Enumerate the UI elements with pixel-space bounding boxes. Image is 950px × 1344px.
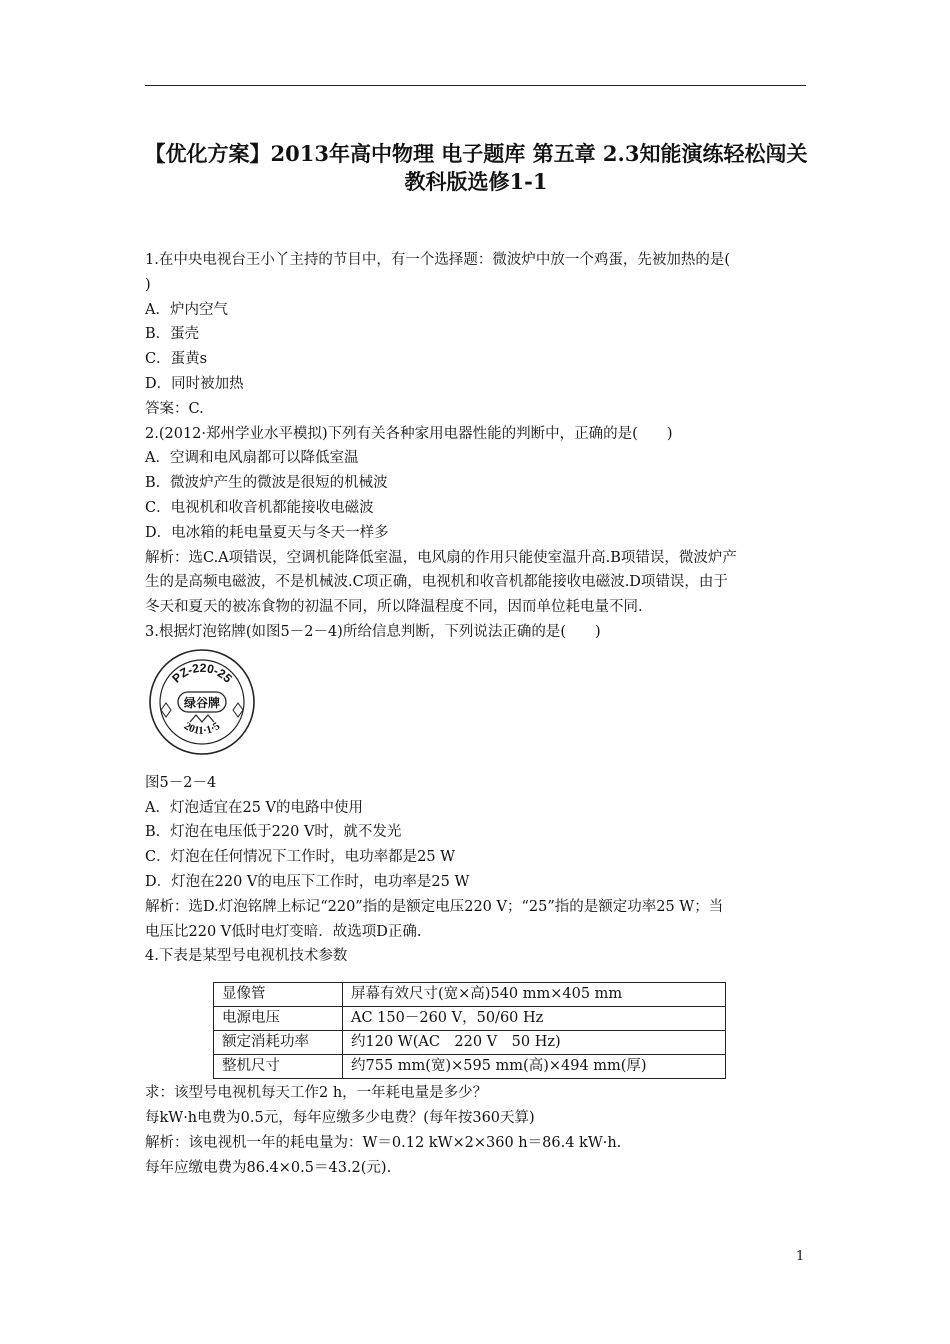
table-cell: 电源电压 xyxy=(214,1007,343,1031)
table-cell: AC 150－260 V，50/60 Hz xyxy=(343,1007,726,1031)
q1-option-c: C．蛋黄s xyxy=(145,351,208,368)
q3-analysis-line2: 电压比220 V低时电灯变暗．故选项D正确. xyxy=(145,923,422,940)
q1-stem-line1: 1.在中央电视台王小丫主持的节目中，有一个选择题：微波炉中放一个鸡蛋，先被加热的是( xyxy=(145,252,730,268)
q2-stem: 2.(2012·郑州学业水平模拟)下列有关各种家用电器性能的判断中，正确的是( ) xyxy=(145,425,673,442)
figure-caption: 图5－2－4 xyxy=(145,774,217,791)
table-row xyxy=(214,1031,726,1055)
nameplate-date-text: 2011·1·5 xyxy=(181,719,223,737)
q4-analysis-line1: 解析：该电视机一年的耗电量为：W＝0.12 kW×2×360 h＝86.4 kW·h. xyxy=(145,1134,622,1151)
table-cell: 约120 W(AC 220 V 50 Hz) xyxy=(343,1031,726,1055)
q3-analysis-line1: 解析：选D.灯泡铭牌上标记“220”指的是额定电压220 V；“25”指的是额定功率25 W；当 xyxy=(145,898,724,915)
q3-option-c: C．灯泡在任何情况下工作时，电功率都是25 W xyxy=(145,849,456,866)
document-body xyxy=(145,248,817,1180)
q1-option-b: B．蛋壳 xyxy=(145,326,200,343)
q3-option-a: A．灯泡适宜在25 V的电路中使用 xyxy=(145,799,364,816)
q2-analysis-line1: 解析：选C.A项错误，空调机能降低室温，电风扇的作用只能使室温升高.B项错误，微波炉产 xyxy=(145,549,737,566)
q3-stem: 3.根据灯泡铭牌(如图5－2－4)所给信息判断，下列说法正确的是( ) xyxy=(145,623,601,640)
q1-option-d: D．同时被加热 xyxy=(145,375,244,392)
q3-option-d: D．灯泡在220 V的电压下工作时，电功率是25 W xyxy=(145,873,470,890)
q1-option-a: A．炉内空气 xyxy=(145,301,228,318)
q1-stem-line2: ) xyxy=(145,276,151,293)
bulb-nameplate-svg xyxy=(147,647,257,757)
q4-ask-line1: 求：该型号电视机每天工作2 h，一年耗电量是多少？ xyxy=(145,1085,488,1102)
nameplate-brand-text: 绿谷牌 xyxy=(183,695,221,710)
q2-option-c: C．电视机和收音机都能接收电磁波 xyxy=(145,499,374,516)
table-row xyxy=(214,1007,726,1031)
header-rule xyxy=(145,85,806,86)
page-number: 1 xyxy=(796,1249,805,1264)
q3-option-b: B．灯泡在电压低于220 V时，就不发光 xyxy=(145,824,402,841)
q2-option-b: B．微波炉产生的微波是很短的机械波 xyxy=(145,475,388,492)
q4-stem: 4.下表是某型号电视机技术参数 xyxy=(145,948,348,965)
q4-analysis-line2: 每年应缴电费为86.4×0.5＝43.2(元). xyxy=(145,1159,392,1176)
table-cell: 显像管 xyxy=(214,983,343,1007)
table-cell: 额定消耗功率 xyxy=(214,1031,343,1055)
table-row xyxy=(214,983,726,1007)
tv-spec-table xyxy=(213,982,726,1079)
page-title: 【优化方案】2013年高中物理 电子题库 第五章 2.3知能演练轻松闯关 教科版选修1-1 xyxy=(144,141,808,194)
table-cell: 屏幕有效尺寸(宽×高)540 mm×405 mm xyxy=(343,983,726,1007)
bulb-nameplate-figure xyxy=(147,647,257,757)
q4-ask-line2: 每kW·h电费为0.5元，每年应缴多少电费？(每年按360天算) xyxy=(145,1109,535,1126)
table-cell: 整机尺寸 xyxy=(214,1055,343,1079)
q2-analysis-line3: 冬天和夏天的被冻食物的初温不同，所以降温程度不同，因而单位耗电量不同. xyxy=(145,599,643,616)
tv-spec-table-wrap xyxy=(213,982,817,1079)
q2-option-d: D．电冰箱的耗电量夏天与冬天一样多 xyxy=(145,524,389,541)
mountain-logo xyxy=(190,715,214,722)
table-row xyxy=(214,1055,726,1079)
q2-option-a: A．空调和电风扇都可以降低室温 xyxy=(145,450,359,467)
table-cell: 约755 mm(宽)×595 mm(高)×494 mm(厚) xyxy=(343,1055,726,1079)
q1-answer: 答案：C. xyxy=(145,400,204,417)
q2-analysis-line2: 生的是高频电磁波，不是机械波.C项正确，电视机和收音机都能接收电磁波.D项错误，由于 xyxy=(145,574,728,591)
nameplate-rating-text: PZ-220-25 xyxy=(169,660,235,686)
